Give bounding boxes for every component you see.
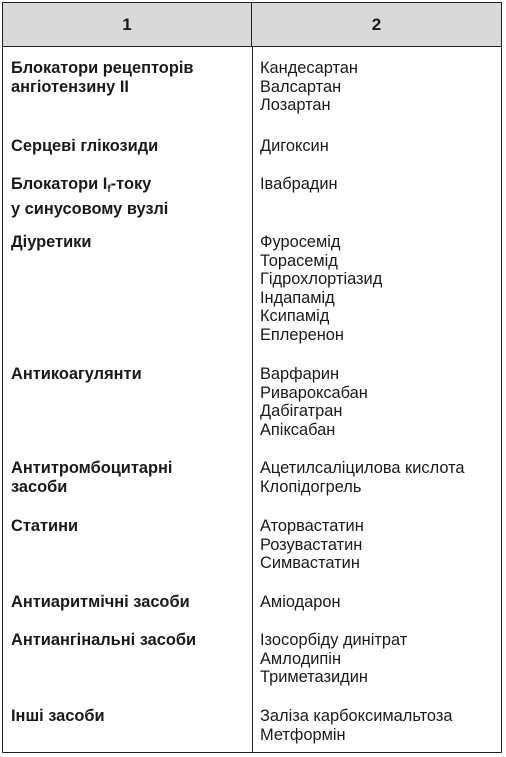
drug-list-cell [252, 707, 501, 744]
drug-name: Фуросемід [260, 233, 341, 251]
drug-list-cell [252, 137, 501, 156]
drug-group-label: Серцеві глікозиди [11, 137, 159, 155]
drug-name: Симвастатин [260, 554, 360, 573]
header-col-1: 1 [3, 3, 252, 46]
drug-name: Еплеренон [260, 325, 344, 344]
drug-name: Апіксабан [260, 420, 336, 439]
drug-name: Клопідогрель [260, 477, 362, 496]
drug-group-label: ангіотензину II [11, 77, 129, 96]
table-row [3, 707, 501, 744]
drug-group-cell [3, 175, 252, 218]
drug-group-cell [3, 365, 252, 439]
drug-group-cell [3, 707, 252, 744]
table-body [3, 47, 501, 752]
table-row [3, 233, 501, 345]
table-row [3, 175, 501, 218]
drug-name: Заліза карбоксимальтоза [260, 707, 453, 725]
drug-group-label: Блокатори рецепторів [11, 59, 194, 77]
drug-group-cell [3, 459, 252, 496]
table-row [3, 517, 501, 573]
header-col-2: 2 [371, 14, 382, 34]
drug-name: Аміодарон [260, 593, 341, 611]
drug-name: Ізосорбіду динітрат [260, 631, 408, 649]
drug-name: Кандесартан [260, 59, 358, 77]
table-row [3, 59, 501, 115]
drug-name: Дигоксин [260, 137, 329, 155]
table-row [3, 593, 501, 612]
drug-group-label [11, 175, 252, 200]
drug-name: Розувастатин [260, 535, 363, 554]
drug-group-cell [3, 517, 252, 573]
drug-name: Триметазидин [260, 668, 368, 687]
drug-group-cell [3, 137, 252, 156]
drug-group-cell [3, 59, 252, 115]
drug-name: Амлодипін [260, 649, 341, 668]
drug-group-label: Статини [11, 517, 79, 535]
drug-name: Аторвастатин [260, 517, 364, 535]
drug-name: Івабрадин [260, 175, 338, 193]
table-row [3, 631, 501, 687]
drug-group-label-part: Блокатори I [11, 175, 108, 193]
drug-name: Валсартан [260, 77, 342, 96]
drug-name: Дабігатран [260, 402, 343, 421]
drug-group-cell [3, 593, 252, 612]
table-row [3, 459, 501, 496]
drug-list-cell [252, 175, 501, 218]
table-header [3, 3, 501, 47]
drug-name: Гідрохлортіазид [260, 270, 383, 289]
drug-table [2, 2, 502, 753]
drug-list-cell [252, 365, 501, 439]
drug-group-label: Антикоагулянти [11, 365, 142, 383]
drug-name: Варфарин [260, 365, 340, 383]
drug-group-label-subscript: f [107, 184, 111, 195]
drug-name: Метформін [260, 725, 346, 744]
drug-group-label: Інші засоби [11, 707, 105, 725]
drug-list-cell [252, 631, 501, 687]
drug-group-label: Антитромбоцитарні [11, 459, 173, 477]
drug-group-cell [3, 233, 252, 345]
drug-list-cell [252, 593, 501, 612]
drug-group-label: у синусовому вузлі [11, 199, 169, 218]
table-row [3, 137, 501, 156]
drug-group-label: Антиаритмічні засоби [11, 593, 190, 611]
drug-group-cell [3, 631, 252, 687]
drug-list-cell [252, 517, 501, 573]
drug-group-label: Діуретики [11, 233, 92, 251]
drug-name: Торасемід [260, 251, 338, 270]
drug-name: Ривароксабан [260, 383, 368, 402]
drug-name: Індапамід [260, 288, 335, 307]
drug-group-label: засоби [11, 477, 68, 496]
drug-name: Лозартан [260, 96, 331, 115]
drug-list-cell [252, 233, 501, 345]
drug-list-cell [252, 59, 501, 115]
table-row [3, 365, 501, 439]
drug-name: Ацетилсаліцилова кислота [260, 459, 465, 477]
drug-list-cell [252, 459, 501, 496]
drug-group-label-part: -току [110, 175, 152, 193]
drug-group-label: Антиангінальні засоби [11, 631, 197, 649]
drug-name: Ксипамід [260, 307, 330, 326]
